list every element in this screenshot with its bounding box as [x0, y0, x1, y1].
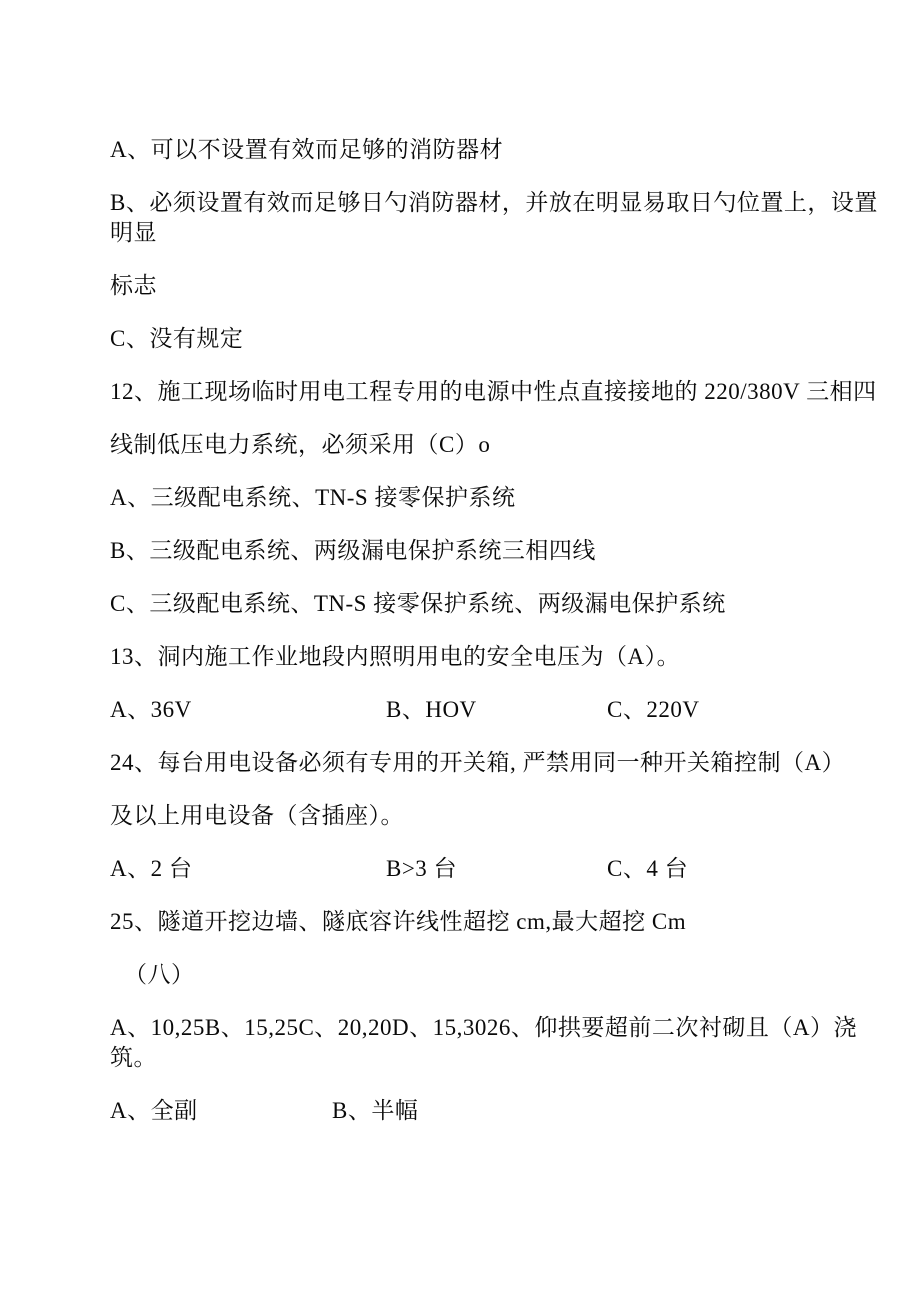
answer-option-b-continuation-sign: 标志 [110, 273, 157, 298]
answer-option-c-no-rule: C、没有规定 [110, 326, 244, 351]
question-13-option-c: C、220V [607, 697, 700, 722]
question-25-options-and-question-26-line1: A、10,25B、15,25C、20,20D、15,3026、仰拱要超前二次衬砌且（A）浇 [110, 1015, 858, 1040]
answer-option-b-fire-equipment-line2: 明显 [110, 220, 157, 245]
question-24-option-b: B>3 台 [386, 856, 458, 881]
question-13-option-a: A、36V [110, 697, 192, 722]
question-12-option-b: B、三级配电系统、两级漏电保护系统三相四线 [110, 538, 596, 563]
question-24-line2: 及以上用电设备（含插座）。 [110, 803, 404, 828]
question-24-options-row [110, 854, 850, 884]
question-13-option-b: B、HOV [386, 697, 477, 722]
question-13-options-row [110, 695, 850, 725]
question-26-options-row [110, 1096, 850, 1126]
question-12-option-a: A、三级配电系统、TN-S 接零保护系统 [110, 485, 516, 510]
question-26-option-b: B、半幅 [332, 1098, 419, 1123]
question-25: 25、隧道开挖边墙、隧底容许线性超挖 cm,最大超挖 Cm [110, 909, 687, 934]
question-12-option-c: C、三级配电系统、TN-S 接零保护系统、两级漏电保护系统 [110, 591, 726, 616]
answer-option-a-fire-equipment: A、可以不设置有效而足够的消防器材 [110, 137, 504, 162]
question-12-line2: 线制低压电力系统，必须采用（C）o [110, 432, 491, 457]
question-13: 13、洞内施工作业地段内照明用电的安全电压为（A）。 [110, 644, 681, 669]
answer-option-b-fire-equipment-line1: B、必须设置有效而足够日勺消防器材，并放在明显易取日勺位置上，设置 [110, 190, 878, 215]
question-24-line1: 24、每台用电设备必须有专用的开关箱, 严禁用同一种开关箱控制（A） [110, 750, 846, 775]
question-24-option-a: A、2 台 [110, 856, 193, 881]
question-26-line2: 筑。 [110, 1045, 157, 1070]
question-25-answer: （八） [124, 962, 195, 987]
question-26-option-a: A、全副 [110, 1098, 198, 1123]
exam-text-block [110, 135, 878, 1126]
question-12-line1: 12、施工现场临时用电工程专用的电源中性点直接接地的 220/380V 三相四 [110, 379, 877, 404]
question-24-option-c: C、4 台 [607, 856, 689, 881]
